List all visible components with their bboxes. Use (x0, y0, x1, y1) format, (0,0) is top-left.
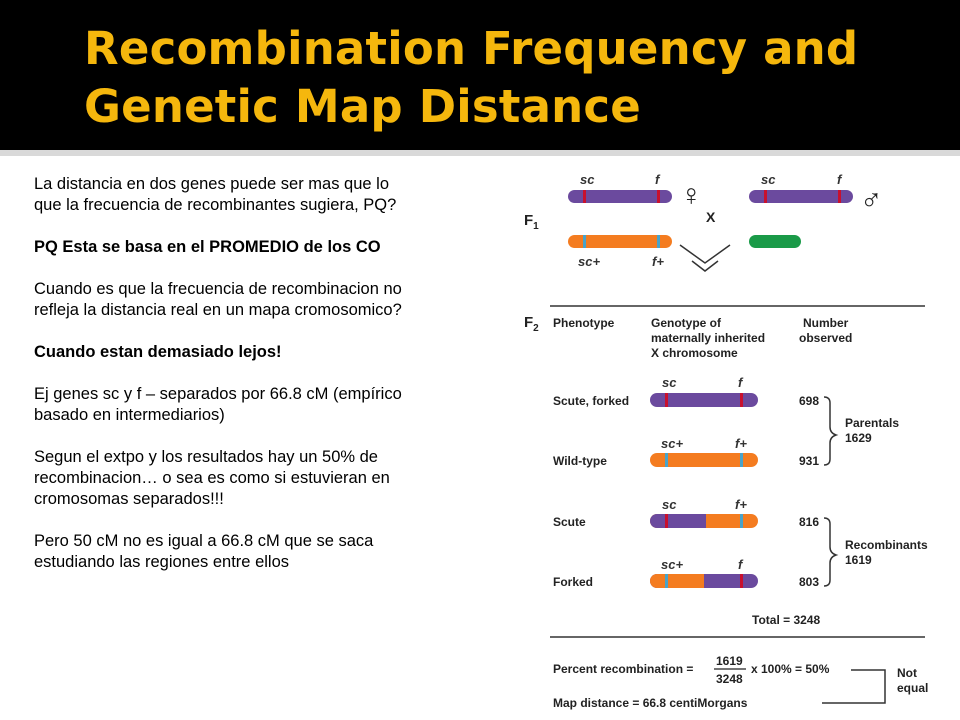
female-symbol-icon: ♀ (680, 179, 703, 212)
row3-chromosome-mutant-segment (650, 514, 706, 528)
row3-number: 816 (799, 515, 820, 529)
row2-gene-right: f+ (735, 436, 747, 451)
conclusion-paragraph: Pero 50 cM no es igual a 66.8 cM que se saca estudiando las regiones entre ellos (34, 532, 374, 571)
f-plus-marker (657, 235, 660, 248)
recombinants-label: Recombinants (845, 538, 928, 552)
not-equal-line2: equal (897, 681, 929, 695)
row1-number: 698 (799, 394, 820, 408)
f1-male-gene-f: f (837, 172, 842, 187)
row3-gene-right: f+ (735, 497, 747, 512)
row2-phenotype: Wild-type (553, 454, 607, 468)
sc-marker (583, 190, 586, 203)
row3-phenotype: Scute (553, 515, 586, 529)
percent-recombination-label: Percent recombination = (553, 662, 694, 676)
recombinants-brace (824, 518, 836, 586)
header-genotype-line2: maternally inherited (651, 331, 766, 345)
sc-marker (665, 514, 668, 528)
f1-female-gene-sc-plus: sc+ (578, 254, 601, 269)
result-paragraph: Segun el extpo y los resultados hay un 50% de recombinacion… o sea es como si estuvieran en cromosomas separados!!! (34, 448, 390, 508)
f-marker (657, 190, 660, 203)
row4-number: 803 (799, 575, 820, 589)
f-marker (838, 190, 841, 203)
sc-plus-marker (583, 235, 586, 248)
example-paragraph: Ej genes sc y f – separados por 66.8 cM (empírico basado en intermediarios) (34, 385, 402, 424)
row1-gene-right: f (738, 375, 743, 390)
sc-marker (764, 190, 767, 203)
row4-chromosome-wildtype-segment (650, 574, 704, 588)
title-divider (0, 150, 960, 156)
sc-marker (665, 393, 668, 407)
parentals-brace (824, 397, 836, 465)
answer-2-paragraph: Cuando estan demasiado lejos! (34, 343, 282, 361)
recombinants-total: 1619 (845, 553, 872, 567)
header-number-line1: Number (803, 316, 849, 330)
title-line-2: Genetic Map Distance (84, 80, 641, 133)
f-marker (740, 393, 743, 407)
answer-paragraph: PQ Esta se basa en el PROMEDIO de los CO (34, 238, 381, 256)
f-plus-marker (740, 453, 743, 467)
percent-result: x 100% = 50% (751, 662, 830, 676)
header-genotype-line1: Genotype of (651, 316, 722, 330)
row1-gene-left: sc (662, 375, 677, 390)
title-line-1: Recombination Frequency and (84, 22, 859, 75)
parentals-total: 1629 (845, 431, 872, 445)
row4-phenotype: Forked (553, 575, 594, 589)
not-equal-connector (822, 670, 885, 703)
row2-gene-left: sc+ (661, 436, 684, 451)
f1-label: $F_1$ (524, 212, 539, 232)
f1-male-gene-sc: sc (761, 172, 776, 187)
f1-female-gene-f: f (655, 172, 660, 187)
row4-gene-right: f (738, 557, 743, 572)
question-paragraph: La distancia en dos genes puede ser mas que lo que la frecuencia de recombinantes sugiera, PQ? (34, 175, 397, 214)
f-plus-marker (740, 514, 743, 528)
slide-title (84, 20, 944, 136)
row4-gene-left: sc+ (661, 557, 684, 572)
cross-symbol: X (706, 209, 716, 225)
cross-arrow-icon (680, 245, 730, 263)
fraction-numerator: 1619 (716, 654, 743, 668)
f1-female-gene-sc: sc (580, 172, 595, 187)
parentals-label: Parentals (845, 416, 900, 430)
row3-gene-left: sc (662, 497, 677, 512)
f1-male-chromosome-y (749, 235, 801, 248)
map-distance: Map distance = 66.8 centiMorgans (553, 696, 748, 710)
fraction-denominator: 3248 (716, 672, 743, 686)
header-genotype-line3: X chromosome (651, 346, 738, 360)
f-marker (740, 574, 743, 588)
header-number-line2: observed (799, 331, 853, 345)
male-symbol-icon: ♂ (860, 184, 883, 217)
row1-phenotype: Scute, forked (553, 394, 630, 408)
header-phenotype: Phenotype (553, 316, 615, 330)
sc-plus-marker (665, 574, 668, 588)
total-count: Total = 3248 (752, 613, 821, 627)
genetic-cross-figure (520, 165, 950, 715)
f2-label: $F_2$ (524, 314, 539, 334)
question-2-paragraph: Cuando es que la frecuencia de recombinacion no refleja la distancia real en un mapa cromosomico? (34, 280, 402, 319)
row2-number: 931 (799, 454, 820, 468)
sc-plus-marker (665, 453, 668, 467)
slide-body-text (34, 174, 524, 594)
f1-female-gene-f-plus: f+ (652, 254, 664, 269)
not-equal-line1: Not (897, 666, 917, 680)
